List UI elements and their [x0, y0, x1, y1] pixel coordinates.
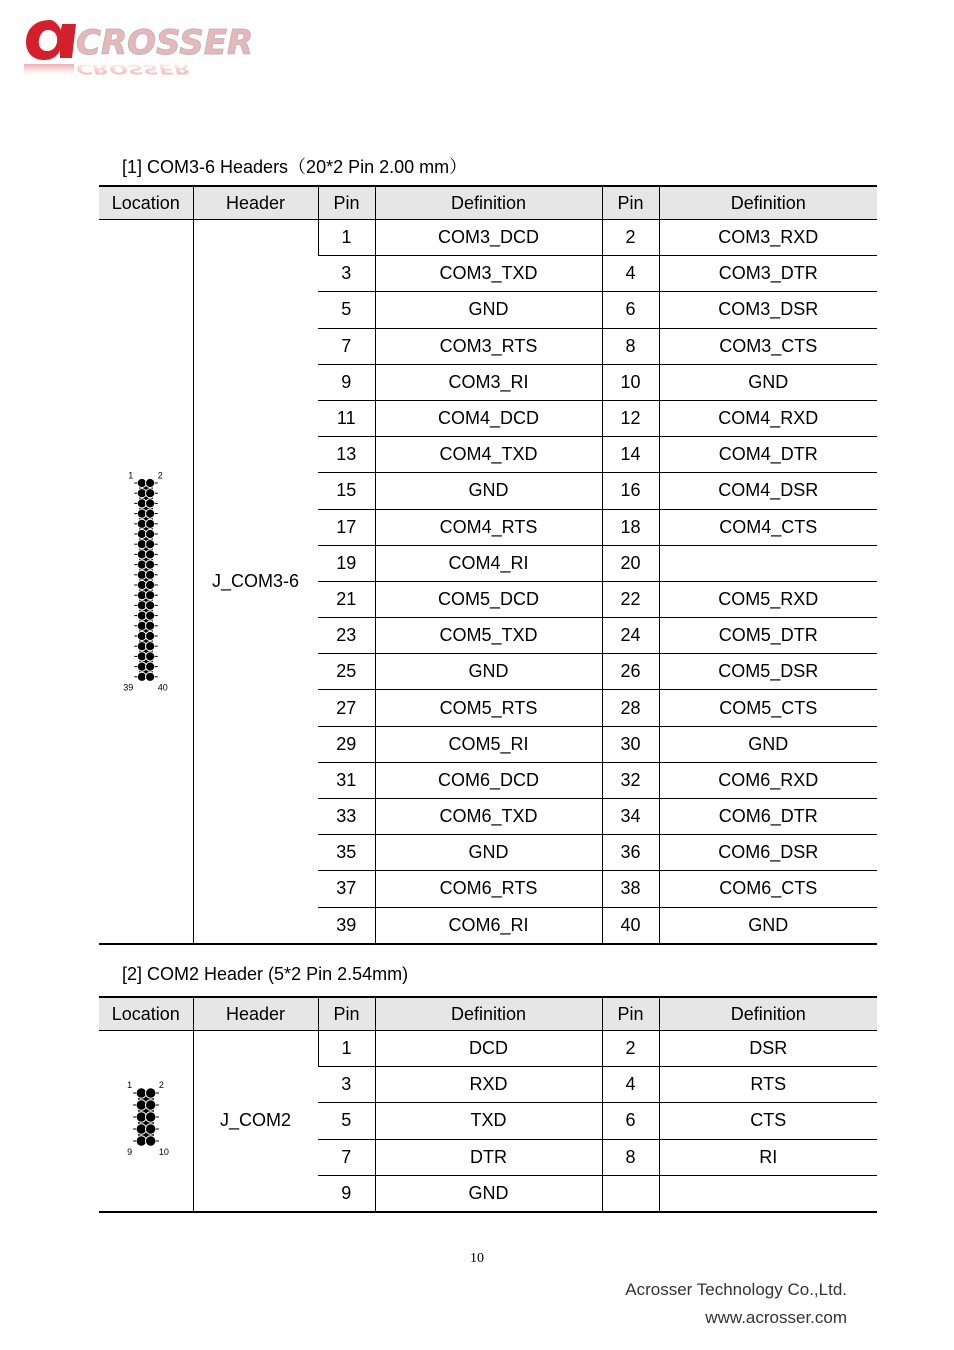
pin-number: 2 — [602, 1031, 659, 1067]
pin-number — [602, 1175, 659, 1212]
pin-number: 5 — [318, 292, 375, 328]
pin-number: 38 — [602, 871, 659, 907]
pin-number: 1 — [318, 220, 375, 256]
section-title-com2: [2] COM2 Header (5*2 Pin 2.54mm) — [122, 964, 409, 984]
pin-number: 12 — [602, 400, 659, 436]
pin-definition: COM3_RXD — [659, 220, 877, 256]
pin-number: 8 — [602, 1139, 659, 1175]
pin-definition: COM6_TXD — [375, 799, 602, 835]
pin-definition: GND — [375, 654, 602, 690]
pin-number: 25 — [318, 654, 375, 690]
pin-definition: RTS — [659, 1067, 877, 1103]
pin-number: 36 — [602, 835, 659, 871]
pin-definition: COM3_DSR — [659, 292, 877, 328]
connector-pin — [145, 499, 154, 508]
pin-number: 10 — [602, 364, 659, 400]
pin-definition: GND — [375, 473, 602, 509]
pin-number: 29 — [318, 726, 375, 762]
table-header-row — [99, 186, 877, 220]
connector-pin — [136, 1100, 146, 1110]
pin-definition — [659, 1175, 877, 1212]
pin-definition: COM3_CTS — [659, 328, 877, 364]
pin-definition: COM6_DCD — [375, 762, 602, 798]
col-pin: Pin — [318, 186, 375, 220]
header-name-cell: J_COM2 — [193, 1031, 318, 1212]
pin-definition: COM4_DTR — [659, 437, 877, 473]
pin-number: 1 — [318, 1031, 375, 1067]
pin-definition: COM4_DCD — [375, 400, 602, 436]
pin-number: 9 — [318, 364, 375, 400]
pin-definition: COM5_RXD — [659, 581, 877, 617]
pin-definition: COM6_RI — [375, 907, 602, 944]
connector-pin — [145, 478, 154, 487]
pin-definition: DCD — [375, 1031, 602, 1067]
pin-label-tl: 1 — [127, 470, 134, 481]
pin-definition: GND — [659, 726, 877, 762]
pin-definition: DSR — [659, 1031, 877, 1067]
connector-pin — [145, 539, 154, 548]
pin-number: 23 — [318, 618, 375, 654]
pin-definition: RI — [659, 1139, 877, 1175]
pin-definition: COM4_RTS — [375, 509, 602, 545]
pin-number: 33 — [318, 799, 375, 835]
pin-definition: COM5_DCD — [375, 581, 602, 617]
pin-definition: COM5_TXD — [375, 618, 602, 654]
pin-definition: CTS — [659, 1103, 877, 1139]
pin-definition: COM6_DTR — [659, 799, 877, 835]
col-definition: Definition — [375, 186, 602, 220]
pin-number: 37 — [318, 871, 375, 907]
connector-pin — [145, 519, 154, 528]
pin-number: 35 — [318, 835, 375, 871]
pin-definition: GND — [375, 292, 602, 328]
pin-number: 4 — [602, 256, 659, 292]
pin-definition: COM4_DSR — [659, 473, 877, 509]
pin-number: 7 — [318, 328, 375, 364]
pin-definition: COM6_DSR — [659, 835, 877, 871]
pin-definition: COM5_RTS — [375, 690, 602, 726]
pin-label-br: 10 — [158, 1147, 169, 1158]
svg-text:CROSSER: CROSSER — [76, 60, 191, 77]
col-definition: Definition — [375, 997, 602, 1031]
connector-pin — [145, 662, 154, 671]
pin-number: 39 — [318, 907, 375, 944]
connector-pin — [145, 1100, 155, 1110]
connector-pin — [136, 1136, 146, 1146]
pin-label-tr: 2 — [157, 470, 163, 481]
col-header: Header — [193, 186, 318, 220]
pin-number: 32 — [602, 762, 659, 798]
connector-pin — [145, 488, 154, 497]
pin-number: 30 — [602, 726, 659, 762]
section-title-com3-6: [1] COM3-6 Headers（20*2 Pin 2.00 mm） — [122, 157, 468, 177]
com2-pin-table — [99, 996, 877, 1213]
connector-pin — [136, 1124, 146, 1134]
pin-number: 2 — [602, 220, 659, 256]
pin-number: 7 — [318, 1139, 375, 1175]
connector-pinout-diagram — [116, 469, 176, 694]
pin-definition: GND — [375, 835, 602, 871]
pin-number: 26 — [602, 654, 659, 690]
pin-definition: COM3_TXD — [375, 256, 602, 292]
pin-definition: COM6_RXD — [659, 762, 877, 798]
pin-definition — [659, 545, 877, 581]
pin-definition: GND — [375, 1175, 602, 1212]
connector-pin — [145, 529, 154, 538]
connector-pin — [145, 509, 154, 518]
table-header-row — [99, 997, 877, 1031]
connector-pin — [145, 1136, 155, 1146]
pin-definition: COM4_TXD — [375, 437, 602, 473]
col-pin: Pin — [602, 186, 659, 220]
pin-number: 4 — [602, 1067, 659, 1103]
header-name-cell: J_COM3-6 — [193, 220, 318, 944]
pin-number: 8 — [602, 328, 659, 364]
footer-website: www.acrosser.com — [705, 1308, 847, 1327]
location-cell — [99, 1031, 193, 1212]
pin-label-bl: 39 — [122, 682, 134, 693]
pin-definition: COM6_CTS — [659, 871, 877, 907]
connector-pin — [145, 652, 154, 661]
pin-number: 3 — [318, 1067, 375, 1103]
pin-definition: TXD — [375, 1103, 602, 1139]
pin-number: 21 — [318, 581, 375, 617]
pin-number: 6 — [602, 1103, 659, 1139]
connector-pin — [145, 580, 154, 589]
pin-definition: DTR — [375, 1139, 602, 1175]
table-row — [99, 1031, 877, 1067]
connector-pin — [136, 1088, 146, 1098]
pin-number: 16 — [602, 473, 659, 509]
pin-number: 20 — [602, 545, 659, 581]
pin-definition: COM3_RI — [375, 364, 602, 400]
pin-number: 17 — [318, 509, 375, 545]
pin-definition: COM3_DTR — [659, 256, 877, 292]
col-definition: Definition — [659, 186, 877, 220]
connector-pin — [136, 1112, 146, 1122]
pin-definition: RXD — [375, 1067, 602, 1103]
connector-pin — [145, 621, 154, 630]
pin-definition: GND — [659, 907, 877, 944]
pin-definition: COM5_DSR — [659, 654, 877, 690]
connector-pin — [145, 1124, 155, 1134]
pin-number: 22 — [602, 581, 659, 617]
pin-number: 34 — [602, 799, 659, 835]
pin-definition: COM5_DTR — [659, 618, 877, 654]
pin-definition: COM5_CTS — [659, 690, 877, 726]
pin-number: 6 — [602, 292, 659, 328]
pin-number: 11 — [318, 400, 375, 436]
pin-definition: COM4_CTS — [659, 509, 877, 545]
com3-6-pin-table — [99, 185, 877, 945]
pin-number: 27 — [318, 690, 375, 726]
col-location: Location — [99, 997, 193, 1031]
pin-number: 19 — [318, 545, 375, 581]
col-definition: Definition — [659, 997, 877, 1031]
pin-label-bl: 9 — [126, 1147, 132, 1158]
pin-label-tr: 2 — [158, 1079, 164, 1090]
connector-pin — [145, 1112, 155, 1122]
table-row — [99, 220, 877, 256]
pin-definition: COM5_RI — [375, 726, 602, 762]
connector-pin — [145, 641, 154, 650]
pin-definition: COM3_RTS — [375, 328, 602, 364]
pin-number: 28 — [602, 690, 659, 726]
col-location: Location — [99, 186, 193, 220]
pin-number: 5 — [318, 1103, 375, 1139]
pin-number: 3 — [318, 256, 375, 292]
pin-label-tl: 1 — [126, 1079, 132, 1090]
pin-number: 24 — [602, 618, 659, 654]
pin-number: 31 — [318, 762, 375, 798]
connector-pin — [145, 672, 154, 681]
pin-number: 9 — [318, 1175, 375, 1212]
pin-number: 18 — [602, 509, 659, 545]
pin-definition: COM4_RI — [375, 545, 602, 581]
pin-definition: GND — [659, 364, 877, 400]
connector-pin — [145, 560, 154, 569]
page-number: 10 — [470, 1251, 484, 1266]
connector-pin — [145, 550, 154, 559]
pin-definition: COM4_RXD — [659, 400, 877, 436]
pin-label-br: 40 — [157, 682, 168, 693]
connector-pin — [145, 601, 154, 610]
connector-pin — [145, 631, 154, 640]
col-pin: Pin — [602, 997, 659, 1031]
connector-pin — [145, 590, 154, 599]
connector-pinout-diagram — [116, 1079, 176, 1163]
pin-number: 15 — [318, 473, 375, 509]
pin-number: 14 — [602, 437, 659, 473]
connector-pin — [145, 611, 154, 620]
pin-definition: COM6_RTS — [375, 871, 602, 907]
location-cell — [99, 220, 193, 944]
pin-definition: COM3_DCD — [375, 220, 602, 256]
pin-number: 40 — [602, 907, 659, 944]
connector-pin — [145, 570, 154, 579]
pin-number: 13 — [318, 437, 375, 473]
col-header: Header — [193, 997, 318, 1031]
acrosser-logo — [22, 14, 292, 90]
col-pin: Pin — [318, 997, 375, 1031]
connector-pin — [145, 1088, 155, 1098]
footer-company: Acrosser Technology Co.,Ltd. — [625, 1280, 847, 1299]
svg-text:CROSSER: CROSSER — [76, 23, 254, 63]
